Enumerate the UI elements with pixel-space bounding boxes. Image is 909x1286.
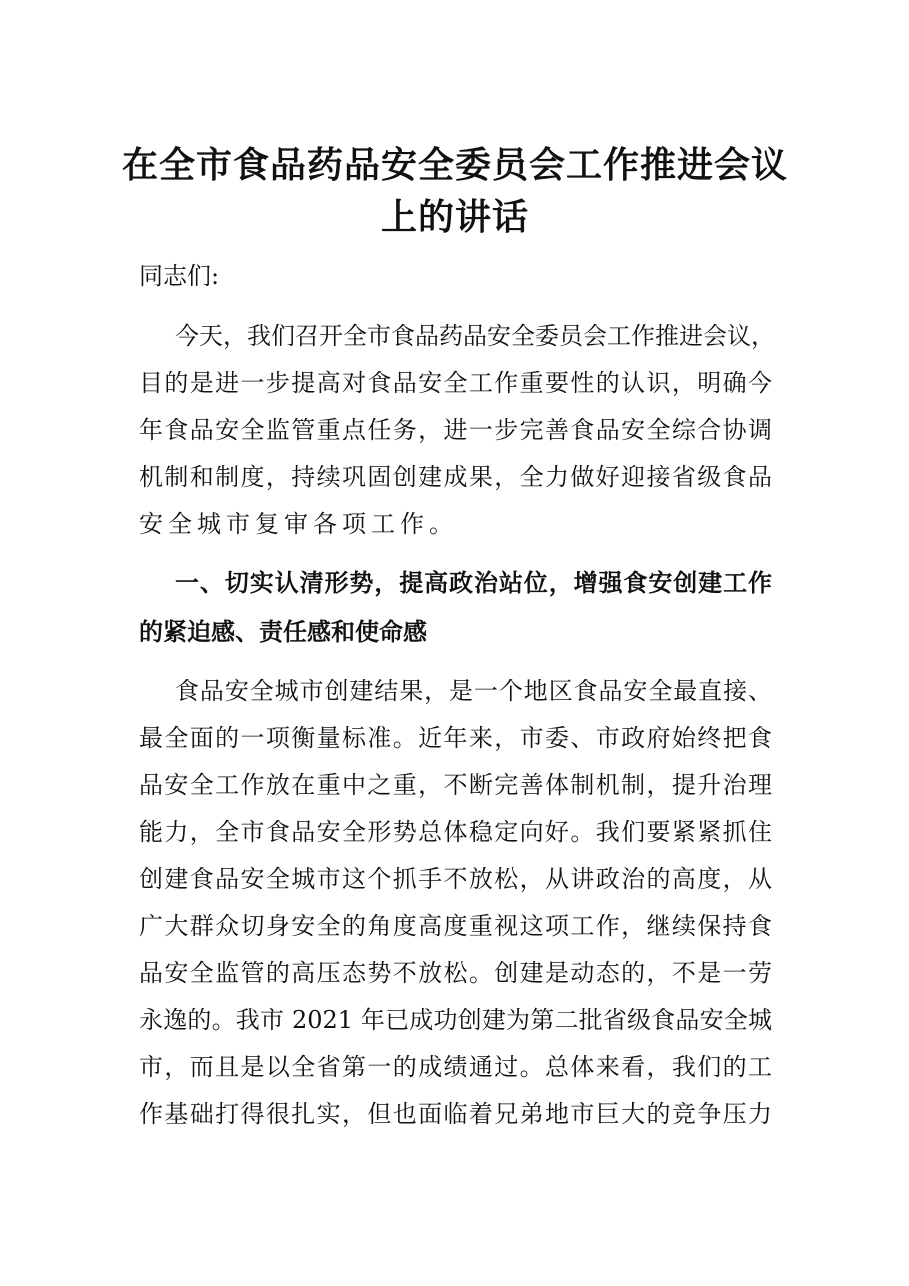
paragraph-2-line-5: 创建食品安全城市这个抓手不放松，从讲政治的高度，从 bbox=[139, 865, 772, 893]
paragraph-1-line-2: 目的是进一步提高对食品安全工作重要性的认识，明确今 bbox=[139, 369, 772, 397]
paragraph-2-line-3: 品安全工作放在重中之重，不断完善体制机制，提升治理 bbox=[139, 771, 772, 799]
paragraph-1-line-1: 今天，我们召开全市食品药品安全委员会工作推进会议， bbox=[175, 322, 775, 350]
paragraph-1-line-3: 年食品安全监管重点任务，进一步完善食品安全综合协调 bbox=[139, 416, 772, 444]
paragraph-2-line-1: 食品安全城市创建结果，是一个地区食品安全最直接、 bbox=[175, 677, 772, 705]
paragraph-2-line-10: 作基础打得很扎实，但也面临着兄弟地市巨大的竞争压力 bbox=[139, 1100, 772, 1128]
paragraph-2-line-6: 广大群众切身安全的角度高度重视这项工作，继续保持食 bbox=[139, 912, 772, 940]
paragraph-2-line-8: 永逸的。我市 2021 年已成功创建为第二批省级食品安全城 bbox=[139, 1006, 772, 1034]
paragraph-2-line-9: 市，而且是以全省第一的成绩通过。总体来看，我们的工 bbox=[139, 1053, 772, 1081]
salutation: 同志们: bbox=[139, 262, 220, 290]
paragraph-1-line-4: 机制和制度，持续巩固创建成果，全力做好迎接省级食品 bbox=[139, 463, 772, 491]
document-title-line-2: 上的讲话 bbox=[380, 196, 529, 238]
paragraph-1-line-5: 安全城市复审各项工作。 bbox=[139, 510, 458, 538]
paragraph-2-line-4: 能力，全市食品安全形势总体稳定向好。我们要紧紧抓住 bbox=[139, 818, 772, 846]
section-heading-1-line-2: 的紧迫感、责任感和使命感 bbox=[139, 618, 427, 646]
document-title-line-1: 在全市食品药品安全委员会工作推进会议 bbox=[121, 144, 788, 186]
paragraph-2-line-2: 最全面的一项衡量标准。近年来，市委、市政府始终把食 bbox=[139, 724, 772, 752]
paragraph-2-line-7: 品安全监管的高压态势不放松。创建是动态的，不是一劳 bbox=[139, 959, 772, 987]
section-heading-1-line-1: 一、切实认清形势，提高政治站位，增强食安创建工作 bbox=[175, 569, 772, 597]
